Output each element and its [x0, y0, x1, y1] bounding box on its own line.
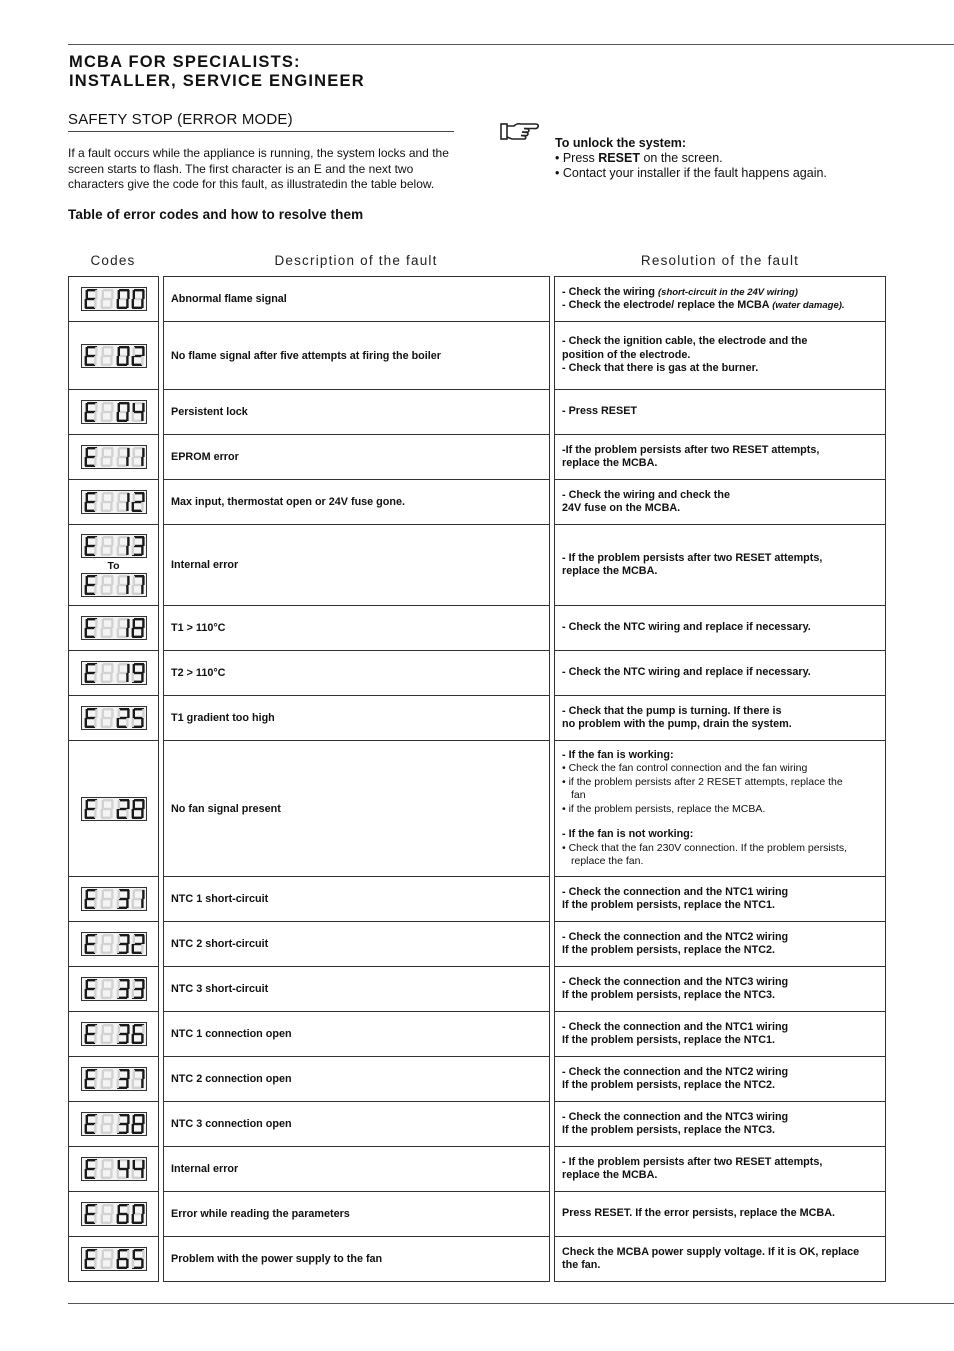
column-header-codes: Codes: [90, 253, 136, 268]
table-title: Table of error codes and how to resolve them: [68, 207, 364, 222]
unlock-step-contact: • Contact your installer if the fault happens again.: [555, 166, 827, 180]
code-cell: [68, 605, 159, 651]
fault-description: Abnormal flame signal: [163, 276, 550, 322]
fault-description: NTC 2 short-circuit: [163, 921, 550, 967]
resolution-line: - If the fan is working:: [562, 748, 674, 761]
fault-description: Internal error: [163, 524, 550, 606]
fault-resolution: [554, 1146, 886, 1192]
resolution-line: If the problem persists, replace the NTC3.: [562, 989, 775, 1001]
resolution-line: If the problem persists, replace the NTC2.: [562, 944, 775, 956]
fault-resolution: [554, 1236, 886, 1282]
resolution-line: - If the fan is not working:: [562, 828, 694, 840]
resolution-line: - Check the electrode/ replace the MCBA (water damage).: [562, 299, 845, 311]
resolution-line: [562, 816, 878, 828]
lcd-display-e02: [81, 344, 147, 368]
fault-resolution: [554, 1056, 886, 1102]
resolution-line: position of the electrode.: [562, 348, 691, 361]
fault-resolution: [554, 434, 886, 480]
resolution-line: - Check the connection and the NTC2 wiring: [562, 930, 789, 943]
code-cell: [68, 650, 159, 696]
fault-resolution: [554, 921, 886, 967]
lcd-display-e36: [81, 1022, 147, 1046]
resolution-line: - Check that there is gas at the burner.: [562, 362, 759, 375]
lcd-display-e17: [81, 573, 147, 597]
resolution-line: - Check the connection and the NTC3 wiring: [562, 975, 789, 988]
lcd-display-e44: [81, 1157, 147, 1181]
resolution-line: - Check that the pump is turning. If there is: [562, 704, 782, 717]
fault-resolution: [554, 1191, 886, 1237]
lcd-display-e38: [81, 1112, 147, 1136]
lcd-display-e11: [81, 445, 147, 469]
fault-resolution: [554, 695, 886, 741]
column-header-resolution: Resolution of the fault: [640, 253, 800, 268]
resolution-line: 24V fuse on the MCBA.: [562, 502, 681, 514]
resolution-line: - Check the connection and the NTC2 wiring: [562, 1065, 789, 1078]
lcd-display-e00: [81, 287, 147, 311]
lcd-display-e13: [81, 534, 147, 558]
fault-resolution: [554, 966, 886, 1012]
resolution-line: replace the MCBA.: [562, 565, 658, 577]
code-cell: [68, 1191, 159, 1237]
fault-resolution: [554, 321, 886, 390]
fault-description: NTC 3 short-circuit: [163, 966, 550, 1012]
resolution-line: - Press RESET: [562, 405, 638, 418]
page-title-line1: MCBA FOR SPECIALISTS:: [69, 53, 301, 71]
fault-description: T2 > 110°C: [163, 650, 550, 696]
column-header-description: Description of the fault: [274, 253, 438, 268]
lcd-display-e19: [81, 661, 147, 685]
page-title: [69, 53, 365, 91]
fault-description: Problem with the power supply to the fan: [163, 1236, 550, 1282]
resolution-line: • Check the fan control connection and the fan wiring: [562, 762, 808, 774]
fault-resolution: [554, 479, 886, 525]
resolution-line: • if the problem persists after 2 RESET attempts, replace the: [562, 775, 843, 788]
fault-description: Persistent lock: [163, 389, 550, 435]
fault-description: Internal error: [163, 1146, 550, 1192]
resolution-line: -If the problem persists after two RESET attempts,: [562, 443, 820, 456]
lcd-display-e12: [81, 490, 147, 514]
code-cell: [68, 1056, 159, 1102]
section-title: SAFETY STOP (ERROR MODE): [68, 111, 454, 132]
fault-resolution: [554, 1101, 886, 1147]
resolution-line: replace the fan.: [571, 855, 644, 867]
resolution-line: - Check the ignition cable, the electrode and the: [562, 335, 808, 348]
fault-resolution: [554, 1011, 886, 1057]
fault-resolution: [554, 876, 886, 922]
resolution-line: • Check that the fan 230V connection. If the problem persists,: [562, 841, 848, 854]
code-cell: [68, 434, 159, 480]
bottom-rule: [68, 1303, 954, 1304]
lcd-display-e18: [81, 616, 147, 640]
resolution-line: If the problem persists, replace the NTC1.: [562, 899, 775, 911]
code-cell: [68, 921, 159, 967]
range-to-label: To: [107, 559, 120, 572]
fault-description: NTC 3 connection open: [163, 1101, 550, 1147]
lcd-display-e28: [81, 797, 147, 821]
top-rule: [68, 44, 954, 45]
code-cell: [68, 276, 159, 322]
resolution-line: Check the MCBA power supply voltage. If it is OK, replace: [562, 1245, 860, 1258]
lcd-display-e25: [81, 706, 147, 730]
resolution-line: - Check the wiring (short-circuit in the 24V wiring): [562, 285, 798, 298]
fault-resolution: [554, 276, 886, 322]
resolution-note: (water damage).: [772, 300, 845, 311]
code-cell: [68, 389, 159, 435]
fault-description: NTC 1 connection open: [163, 1011, 550, 1057]
lcd-display-e65: [81, 1247, 147, 1271]
fault-description: T1 > 110°C: [163, 605, 550, 651]
code-cell: [68, 1146, 159, 1192]
fault-description: No flame signal after five attempts at firing the boiler: [163, 321, 550, 390]
fault-description: NTC 1 short-circuit: [163, 876, 550, 922]
lcd-display-e37: [81, 1067, 147, 1091]
resolution-line: - Check the connection and the NTC1 wiring: [562, 885, 789, 898]
code-cell: [68, 740, 159, 877]
unlock-title: To unlock the system:: [555, 136, 687, 150]
resolution-line: • if the problem persists, replace the MCBA.: [562, 802, 766, 815]
resolution-note: (short-circuit in the 24V wiring): [658, 286, 798, 298]
code-cell: [68, 1101, 159, 1147]
resolution-line: If the problem persists, replace the NTC1.: [562, 1034, 775, 1046]
resolution-line: - Check the NTC wiring and replace if necessary.: [562, 621, 811, 634]
resolution-line: Press RESET. If the error persists, replace the MCBA.: [562, 1207, 836, 1220]
code-cell: [68, 695, 159, 741]
pointing-hand-icon: [500, 121, 540, 147]
fault-description: Error while reading the parameters: [163, 1191, 550, 1237]
fault-resolution: [554, 524, 886, 606]
fault-resolution: [554, 740, 886, 877]
resolution-line: no problem with the pump, drain the system.: [562, 718, 792, 730]
resolution-line: replace the MCBA.: [562, 1169, 658, 1181]
lcd-display-e31: [81, 887, 147, 911]
code-cell: [68, 876, 159, 922]
code-cell: [68, 479, 159, 525]
resolution-line: - Check the wiring and check the: [562, 488, 730, 501]
fault-description: NTC 2 connection open: [163, 1056, 550, 1102]
fault-resolution: [554, 605, 886, 651]
fault-description: EPROM error: [163, 434, 550, 480]
resolution-line: fan: [571, 789, 586, 801]
code-cell: [68, 1011, 159, 1057]
resolution-line: replace the MCBA.: [562, 457, 658, 469]
code-cell: [68, 966, 159, 1012]
lcd-display-e33: [81, 977, 147, 1001]
resolution-line: the fan.: [562, 1259, 601, 1271]
resolution-line: - Check the connection and the NTC3 wiring: [562, 1110, 789, 1123]
code-cell: [68, 321, 159, 390]
fault-description: Max input, thermostat open or 24V fuse gone.: [163, 479, 550, 525]
resolution-line: - Check the NTC wiring and replace if necessary.: [562, 666, 811, 679]
intro-paragraph: If a fault occurs while the appliance is running, the system locks and the screen starts to flash. The first character is an E and the next two characters give the code for this fault, as illustratedin the table below.: [68, 146, 449, 191]
fault-description: T1 gradient too high: [163, 695, 550, 741]
unlock-step-reset: • Press RESET on the screen.: [555, 151, 723, 165]
code-cell: [68, 1236, 159, 1282]
lcd-display-e60: [81, 1202, 147, 1226]
page-title-line2: INSTALLER, SERVICE ENGINEER: [69, 72, 365, 90]
lcd-display-e32: [81, 932, 147, 956]
resolution-line: If the problem persists, replace the NTC3.: [562, 1124, 775, 1136]
resolution-line: - If the problem persists after two RESET attempts,: [562, 551, 823, 564]
resolution-line: If the problem persists, replace the NTC2.: [562, 1079, 775, 1091]
code-cell: [68, 524, 159, 606]
unlock-instructions: [555, 136, 827, 181]
lcd-display-e04: [81, 400, 147, 424]
fault-resolution: [554, 389, 886, 435]
fault-resolution: [554, 650, 886, 696]
resolution-line: - Check the connection and the NTC1 wiring: [562, 1020, 789, 1033]
resolution-line: - If the problem persists after two RESET attempts,: [562, 1155, 823, 1168]
fault-description: No fan signal present: [163, 740, 550, 877]
